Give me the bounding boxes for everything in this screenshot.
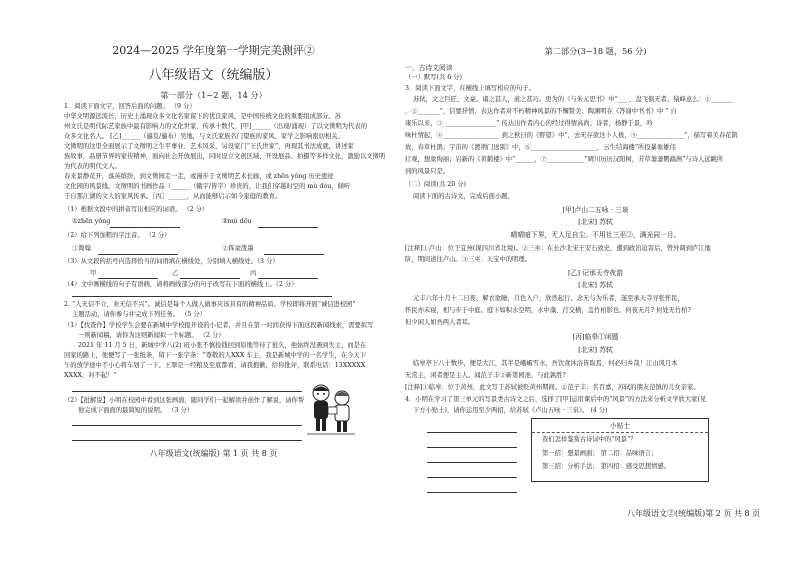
page-footer-left: 八年级语文(统编版) 第 1 页 共 8 页 (149, 449, 278, 458)
q3-line: 到的风景只是。 (405, 168, 450, 175)
q3-line: 壮观，想象绚丽；岩新的《黄鹤楼》中“______，⑦____________”晴川历历汉阳树，芳草萋萋鹦鹉洲”与诗人远眺所 (405, 156, 724, 163)
q1-3: （3）从文段的括号内选择恰当的词语填在横线处，分别填入横线处。（3 分） (64, 258, 279, 265)
q1-line: 族故事，品册节界的家传精神，面向社会开放展出，同时设立文创区域，开设展品、拍摄等多样文化，激励以文徵明 (64, 153, 386, 160)
q1-line: 文化园的风景线。文徵明的书画作品（______（蛾字/皆字）珍贵的，让我们穿越时空的 mù dòu，倾听 (64, 183, 351, 190)
answer-line[interactable] (72, 296, 332, 297)
q2-prompt-b: 主题活动，请你参与并完成下列任务。 （5 分） (72, 311, 206, 318)
tip-title: 小贴士 (609, 422, 631, 430)
q1-line: 中华文明源远流长，历史上涌现众多文化名家留下的优良家风，是中国传统文化的重要组成部分。苏 (64, 113, 342, 120)
poem1-note: [注释]①卢山：位于宜州(现四川省北境)。②三巫：在长沙北宋王安石致史，遭到政治迫害后，曾外调到庐江地 (405, 245, 711, 252)
answer-line[interactable] (258, 227, 318, 228)
page-right (397, 0, 794, 561)
q1-1a-label: ①zhēn yǒng (72, 218, 111, 225)
tip-row-1: 第一招：想景画面； 第二招：品味语言； (542, 450, 658, 457)
subsection-heading: （一）默写(共 6 分) (405, 74, 463, 81)
q4-prompt: 阅读下面的古诗文，完成后面小题。 (413, 193, 514, 200)
q4-1: 4．小明在学习了第三单元的写景类古诗文之后，选择了[甲]运用课后中的“风景”的方法来分析文学欣大家(见 (405, 396, 707, 403)
q2-1e: 午的放学途中不小心将车划了一下。王翠是一经粮及至底都看，请我抱歉，给你批评，联系电话：13XXXXX (64, 362, 366, 369)
answer-line[interactable] (427, 447, 517, 448)
q2-prompt: 2. “人无信不立，业无信不兴”。诚信是每个人做人做事应该具有的精神品质。学校即将开展“诚信进校园” (64, 301, 356, 308)
q1-line: 众多文化名人。 [乙]______（遍及/遍布）吴地，与文氏家族名门望族的家风、家学之影响密切相关。 (64, 133, 344, 140)
q1-1b-label: ②mù dōu (222, 218, 252, 225)
q1-1: （1）根据文段中的拼音写出相应的词语。 （2 分） (64, 206, 209, 213)
section-heading: 一、古诗文阅读 (405, 64, 453, 72)
passage3-text: 临皋亭下八十数步，便是大江，其半是峨嵋雪水，吾饮食沐浴皆取焉，何必归乡哉！江山风月本 (413, 360, 678, 367)
answer-line[interactable] (180, 278, 240, 279)
part2-heading: 第二部分(3~18 题，56 分) (544, 46, 647, 56)
q2-1f: XXXX，对不起！” (64, 372, 117, 379)
q1-line: 州文氏是明代际艺家族中最有影响力的文化世家，传承十数代，[甲]______（出现/涌现）了以文徵明为代表的 (64, 123, 367, 130)
page-footer-right: 八年级语文②(统编版)第 2 页 共 8 页 (627, 509, 761, 518)
q2-1: （1）【找查作】学校学生会要在新城中学校报开设的小记者，并且在第一时间获得下面这段新闻线索，需要拟写 (64, 322, 374, 329)
q4-1b: 下方小贴士)，请你运用至少两招，给苏轼《卢山五咏 · 三泉》。 (4 分) (413, 407, 608, 414)
passage3-note: [注释]①临皋：位于黄州，此文写于苏轼被贬黄州期间。②范子丰：名百嘉，苏轼的朋友范镇的儿女亲家。 (405, 384, 700, 391)
tip-divider (532, 432, 708, 433)
q1-2: （2）给下列加粗的字注音。 （2 分） (64, 232, 171, 239)
answer-line[interactable] (258, 278, 318, 279)
answer-line[interactable] (110, 227, 180, 228)
q1-2a-label: ①淘翰 (72, 245, 91, 252)
poem1-author: [北宋] 苏轼 (578, 218, 613, 226)
q1-line: 为代表的明代文人。 (64, 163, 121, 170)
part1-heading: 第一部分（1~2 题，14 分） (160, 90, 267, 100)
passage2-text: 但少闲人如吾两人者耳。 (405, 319, 475, 326)
passage2-text: 元丰六年十月十二日夜，解衣欲睡，月色入户，欣然起行。念无与为乐者，遂至承天寺寻张怀民， (413, 295, 684, 302)
exam-header: 2024—2025 学年度第一学期完美测评② (112, 44, 315, 57)
q2-2: （2）【批解说】小明在校园中看到这张画面，随同学们一起解读并创作了解说，请你帮 (64, 397, 305, 404)
tip-row-2: 第三招：分析手法； 第四招：感受思想情感。 (542, 463, 670, 470)
answer-line[interactable] (98, 278, 158, 279)
blank-label-bing: 丙 (250, 270, 257, 277)
q3-line: 苏轼，文之巨匠，文豪。诸之甚人，道之甚巧。更为的《与朱元思书》中“___ ，盘飞俱无者，猿峰意么：①_______ (413, 96, 734, 103)
passage2-title: [乙] 记承天寺夜游 (567, 269, 624, 277)
answer-line[interactable] (427, 432, 517, 433)
q2-2b: 他完成下面面的最简短的说明。 （3 分） (78, 407, 194, 414)
tip-question: 我们怎样鉴赏古诗词中的“风景”？ (542, 436, 637, 443)
exam-title: 八年级语文（统编版） (148, 68, 279, 83)
subsection-heading: （二）阅读(共 20 分) (405, 181, 467, 188)
passage2-text: 怀民亦未寝，相与步于中庭。庭下如积水空明，水中藻、荇交横，盖竹柏影也。何夜无月? 何处无竹柏? (405, 307, 691, 314)
answer-line[interactable] (427, 462, 517, 463)
q1-4: （4）文中画横线的句子有语病，请将画线部分的句子改写在下面的横线上。（2 分） (64, 281, 298, 288)
answer-line[interactable] (72, 391, 302, 392)
poem1-text: 晴晴暗下界，无人足自尘。不用社三巫②，满光同一月。 (510, 231, 681, 239)
q3-line: 味杜情起，④__________________ 到之秋日的《野望》中“，去无存欲这卜人极，⑤_______________”，描写着美春花鹊 (405, 132, 738, 139)
blank-label-jia: 甲 (90, 270, 97, 277)
poem1-title: [甲]卢山二五咏 · 三泉 (562, 206, 629, 214)
passage2-author: [北宋] 苏轼 (578, 281, 613, 289)
q2-1d: 回家的路上，他便写了一张纸条，留下一张字条：“尊敬的人XXX 车主，我是新城中学的一名学生，在今天下 (64, 352, 367, 359)
q1-line: 文徵明的这里全面展示了文徵明之生平事业、艺术风采，另设家门“王氏世家”，再现其书法成就，讲述家 (64, 143, 354, 150)
answer-line[interactable] (72, 425, 302, 426)
q3-prompt: 3．阅读下面文字，在横线上填写相应的句子。 (405, 85, 535, 92)
tip-box (531, 418, 709, 482)
q2-1c: 2021 年 11 月 5 日，新城中学八(2) 班小张不慎捡钱回到原地等待了很久，他始终没遇到失主，而是在 (78, 342, 367, 349)
answer-line[interactable] (264, 254, 324, 255)
q1-prompt: 1．阅读下面文字，回答后面的问题。 （9 分） (64, 103, 196, 110)
q3-line: 放，春草杜鹃；宇宙的《渡荆门送别》中，⑥_____________________，云生结海楼”所投暴象雄伟 (405, 144, 676, 151)
answer-line[interactable] (427, 477, 517, 478)
answer-line[interactable] (98, 254, 178, 255)
blank-label-yi: 乙 (172, 270, 179, 277)
poem1-note-2: 阶，期间道往卢山。③三巫：天宝中的明理。 (405, 256, 531, 263)
q2-1b: 一则新闻稿，请你为这则新闻拟一个标题。 （2 分） (78, 332, 225, 339)
q3-line: ，②_______”，信要抒情，表达作者对不朽精神风景的不懈赞美；陶渊明在《答谢中书书》中 “ 自 (405, 108, 677, 115)
answer-line[interactable] (72, 440, 302, 441)
answer-line[interactable] (427, 492, 517, 493)
passage3-title: [丙]临皋①闲题 (572, 333, 619, 341)
q1-line: 春来景静花开，落英缤纷，到文徵园走一走，或漫步于文徵明艺术长廊，或 zhēn yǒng 历史遗迹 (64, 173, 334, 180)
q1-line: 于自那江湖的文人的家风传承。［丙］______，从而能够启示如今家庭的教育。 (64, 193, 282, 200)
passage3-author: [北宋] 苏轼 (578, 346, 613, 354)
cartoon-illustration (305, 380, 357, 438)
passage3-text: 无常主，闲者便是主人。闻范子丰②新第园池，与此孰胜? (405, 372, 566, 379)
q1-2b-label: ②挥毫泼墨 (222, 245, 254, 252)
q3-line: 康乐以来，③_________________” 传达出作者内心的经过得情高尚；诗者，杨静于景，吟 (405, 120, 653, 127)
